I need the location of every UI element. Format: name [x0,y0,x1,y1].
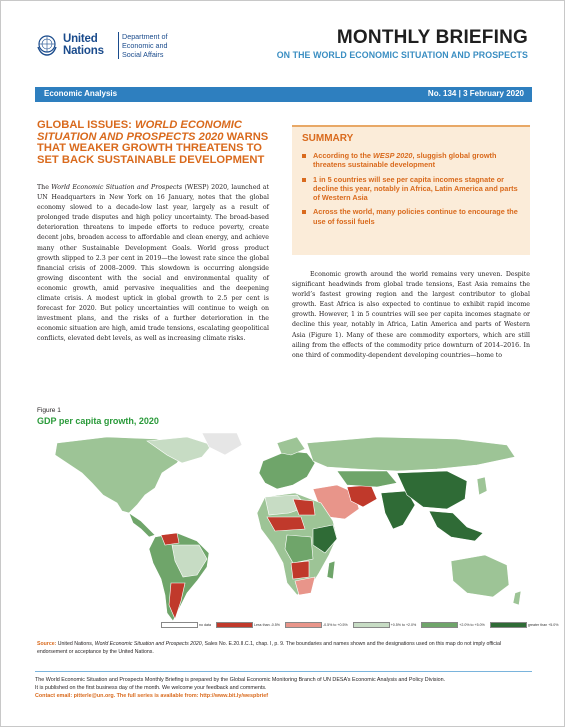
legend-swatch [285,622,322,628]
world-map [37,433,531,623]
figure-title: GDP per capita growth, 2020 [37,416,159,426]
summary-item: 1 in 5 countries will see per capita incomes stagnate or decline this year, notably in Africa, Latin America and parts of Western Asia [302,175,524,203]
map-southeast-asia [429,511,483,541]
briefing-subtitle: ON THE WORLD ECONOMIC SITUATION AND PROSPECTS [276,50,528,60]
legend-item: Less than -0.5% [216,622,283,628]
page-footer [35,671,532,700]
summary-box [292,125,530,255]
map-angola [291,561,309,579]
legend-item: +0.5% to +2.0% [353,622,420,628]
legend-item: +2.0% to +5.0% [421,622,488,628]
map-central-asia [337,471,397,487]
legend-swatch [421,622,458,628]
summary-item: Across the world, many policies continue to encourage the use of fossil fuels [302,207,524,226]
logo-divider [118,32,119,59]
department-name: Department of Economic and Social Affairs [122,32,168,59]
map-legend [161,622,562,628]
bullet-square-icon [302,154,306,158]
left-body-text: The World Economic Situation and Prospects (WESP) 2020, launched at UN Headquarters in New York on 16 January, notes that the global economy slowed to a decade-low last year, largely as a result of prolonged trade disputes and high policy uncertainty. The broad-based deterioration threatens to impede efforts to reduce poverty, create decent jobs, broaden access to affordable and clean energy, and achieve many other Sustainable Development Goals. World gross product growth slipped to 2.3 per cent in 2019—the lowest rate since the global financial crisis of 2008–2009. This slowdown is occurring alongside growing discontent with the social and environmental quality of economic growth, amid pervasive inequalities and the deepening climate crisis. A modest uptick in global growth to 2.5 per cent is forecast for 2020. But policy uncertainties will continue to weigh on investment plans, and the risks of a further deterioration in the economic situation are high, amid trade tensions, escalating geopolitical conflicts, elevated debt levels, as well as increasing climate risks. [37,184,269,343]
legend-item: greater than +5.0% [490,622,562,628]
map-new-zealand [513,591,521,605]
right-body-text: Economic growth around the world remains very uneven. Despite significant headwinds from global trade tensions, East Asia remains the world’s fastest growing region and the largest contributor to global growth. East Africa is also expected to continue to exhibit rapid income growth. However, 1 in 5 countries will see per capita incomes stagnate or decline this year, notably in Africa, Latin America and parts of Western Asia (Figure 1). Many of these are commodity exporters, which are still ailing from the effects of the commodity price downturn of 2014–2016. In one third of commodity-dependent developing countries—home to [292,271,530,359]
un-name: United Nations [63,33,104,57]
footer-contact: Contact email: pitterle@un.org. The full series is available from: http://www.bit.ly/wespbrief [35,693,269,699]
legend-swatch [353,622,390,628]
article-headline: GLOBAL ISSUES: WORLD ECONOMIC SITUATION AND PROSPECTS 2020 WARNS THAT WEAKER GROWTH THREATENS TO SET BACK SUSTAINABLE DEVELOPMENT [37,119,269,166]
bullet-square-icon [302,210,306,214]
map-central-america [129,513,155,537]
legend-item: no data [161,622,214,628]
map-russia [307,437,515,471]
bullet-square-icon [302,178,306,182]
legend-swatch [161,622,198,628]
summary-list [302,151,524,231]
un-emblem-icon [35,33,59,57]
footer-line: The World Economic Situation and Prospects Monthly Briefing is prepared by the Global Economic Monitoring Branch of UN DESA’s Economic Analysis and Policy Division. [35,677,446,683]
section-label: Economic Analysis [44,89,118,98]
footer-line: It is published on the first business day of the month. We welcome your feedback and comments. [35,685,267,691]
section-bar [35,87,532,102]
map-japan [477,477,487,495]
figure-label: Figure 1 [37,407,61,414]
legend-item: -0.5% to +0.5% [285,622,351,628]
briefing-title: MONTHLY BRIEFING [336,27,528,48]
map-europe [259,451,315,489]
issue-number: No. 134 | 3 February 2020 [427,89,524,98]
summary-item: According to the WESP 2020, sluggish global growth threatens sustainable development [302,151,524,170]
legend-swatch [490,622,527,628]
legend-swatch [216,622,253,628]
map-madagascar [327,561,335,579]
figure-source: Source: United Nations, World Economic Situation and Prospects 2020, Sales No. E.20.II.C.1, chap. I, p. 9. The boundaries and names shown and the designations used on this map do not imply official endorsement or acceptance by the United Nations. [37,641,502,655]
summary-title: SUMMARY [302,133,354,144]
map-greenland [202,433,242,455]
map-australia [451,555,509,597]
